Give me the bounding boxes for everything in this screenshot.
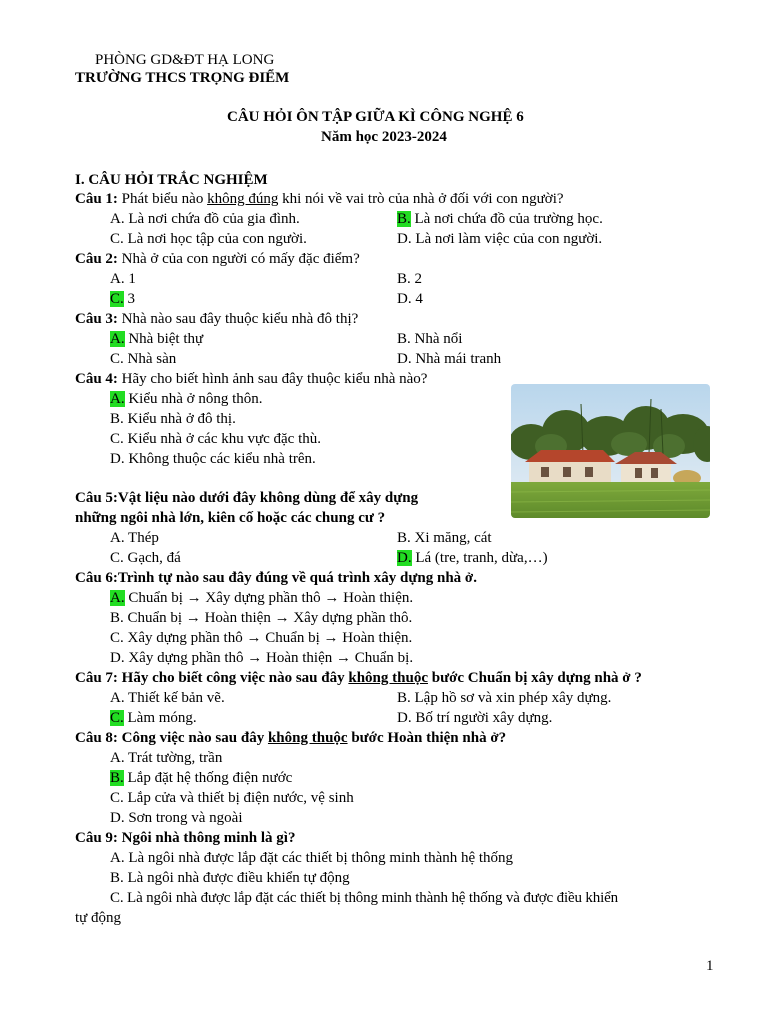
- option-b: B. 2: [397, 271, 423, 287]
- question-text: Nhà nào sau đây thuộc kiểu nhà đô thị?: [117, 311, 359, 327]
- option-c-continued: tự động: [75, 910, 122, 926]
- option-b: B. Kiểu nhà ở đô thị.: [110, 411, 236, 427]
- question-label: Câu 8:: [75, 730, 118, 746]
- option-a-correct: [110, 588, 413, 608]
- question-7: [75, 668, 642, 688]
- option-c: C. Lắp cửa và thiết bị điện nước, vệ sinh: [110, 790, 354, 806]
- option-a: A. Thép: [110, 530, 159, 546]
- option-text: Lắp đặt hệ thống điện nước: [123, 770, 293, 786]
- question-text: Công việc nào sau đây: [117, 730, 268, 746]
- answer-highlight: A.: [110, 391, 125, 407]
- question-1: [75, 189, 564, 209]
- question-label: Câu 6:: [75, 570, 118, 586]
- option-a: A. 1: [110, 271, 136, 287]
- option-b: B. Lập hồ sơ và xin phép xây dựng.: [397, 690, 612, 706]
- answer-highlight: D.: [397, 550, 412, 566]
- option-c-correct: [110, 708, 197, 728]
- question-text: Hãy cho biết hình ảnh sau đây thuộc kiểu nhà nào?: [117, 371, 428, 387]
- option-d: D. Nhà mái tranh: [397, 351, 502, 367]
- question-text: Nhà ở của con người có mấy đặc điểm?: [117, 251, 360, 267]
- rural-house-image: [511, 384, 710, 518]
- question-text: Hãy cho biết công việc nào sau đây: [117, 670, 349, 686]
- option-d: D. Xây dựng phần thô → Hoàn thiện → Chuẩn bị.: [110, 650, 414, 666]
- option-a: A. Trát tường, trần: [110, 750, 223, 766]
- option-text: Chuẩn bị → Xây dựng phần thô → Hoàn thiện.: [124, 590, 414, 606]
- option-text: Lá (tre, tranh, dừa,…): [411, 550, 548, 566]
- question-text: Ngôi nhà thông minh là gì?: [117, 830, 296, 846]
- underlined-text: không thuộc: [348, 670, 428, 686]
- question-text: bước Chuẩn bị xây dựng nhà ở ?: [427, 670, 642, 686]
- option-b-correct: [110, 768, 292, 788]
- question-5-continued: những ngôi nhà lớn, kiên cố hoặc các chung cư ?: [75, 510, 386, 526]
- question-label: Câu 3:: [75, 311, 118, 327]
- option-c-correct: [110, 289, 135, 309]
- option-d: D. Bố trí người xây dựng.: [397, 710, 553, 726]
- rural-house-photo: [511, 384, 710, 518]
- question-5: [75, 488, 418, 508]
- page-number: 1: [706, 958, 714, 974]
- section-heading: I. CÂU HỎI TRẮC NGHIỆM: [75, 172, 268, 188]
- option-c: C. Gạch, đá: [110, 550, 181, 566]
- option-c: C. Nhà sàn: [110, 351, 177, 367]
- department-name: PHÒNG GD&ĐT HẠ LONG: [95, 52, 275, 68]
- question-text: Vật liệu nào dưới đây không dùng để xây dựng: [117, 490, 419, 506]
- option-d: D. 4: [397, 291, 423, 307]
- option-a-correct: [110, 329, 203, 349]
- question-label: Câu 1:: [75, 191, 118, 207]
- option-a: A. Thiết kế bản vẽ.: [110, 690, 225, 706]
- option-d: D. Sơn trong và ngoài: [110, 810, 243, 826]
- question-9: [75, 828, 295, 848]
- document-title: CÂU HỎI ÔN TẬP GIỮA KÌ CÔNG NGHỆ 6: [227, 109, 524, 125]
- question-3: [75, 309, 358, 329]
- option-c: C. Xây dựng phần thô → Chuẩn bị → Hoàn thiện.: [110, 630, 413, 646]
- answer-highlight: C.: [110, 710, 124, 726]
- option-text: Nhà biệt thự: [124, 331, 204, 347]
- answer-highlight: B.: [397, 211, 411, 227]
- question-2: [75, 249, 360, 269]
- option-b: B. Xi măng, cát: [397, 530, 492, 546]
- answer-highlight: A.: [110, 331, 125, 347]
- option-c: C. Kiểu nhà ở các khu vực đặc thù.: [110, 431, 321, 447]
- option-c: C. Là nơi học tập của con người.: [110, 231, 307, 247]
- option-text: 3: [123, 291, 136, 307]
- option-b-correct: [397, 209, 603, 229]
- question-label: Câu 5:: [75, 490, 118, 506]
- question-4: [75, 369, 427, 389]
- option-text: Làm móng.: [123, 710, 197, 726]
- question-label: Câu 2:: [75, 251, 118, 267]
- underlined-text: không thuộc: [267, 730, 348, 746]
- question-text: bước Hoàn thiện nhà ở?: [347, 730, 507, 746]
- question-6: [75, 568, 477, 588]
- option-a: A. Là ngôi nhà được lắp đặt các thiết bị thông minh thành hệ thống: [110, 850, 514, 866]
- option-d-correct: [397, 548, 548, 568]
- underlined-text: không đúng: [207, 191, 279, 207]
- question-label: Câu 9:: [75, 830, 118, 846]
- option-c: C. Là ngôi nhà được lắp đặt các thiết bị thông minh thành hệ thống và được điều khiển: [110, 890, 619, 906]
- option-b: B. Chuẩn bị → Hoàn thiện → Xây dựng phần thô.: [110, 610, 413, 626]
- answer-highlight: C.: [110, 291, 124, 307]
- option-a: A. Là nơi chứa đồ của gia đình.: [110, 211, 300, 227]
- option-a-correct: [110, 389, 263, 409]
- option-b: B. Là ngôi nhà được điều khiển tự động: [110, 870, 350, 886]
- option-d: D. Là nơi làm việc của con người.: [397, 231, 603, 247]
- question-text: khi nói về vai trò của nhà ở đối với con người?: [278, 191, 564, 207]
- question-label: Câu 4:: [75, 371, 118, 387]
- question-text: Trình tự nào sau đây đúng về quá trình xây dựng nhà ở.: [117, 570, 477, 586]
- option-d: D. Không thuộc các kiểu nhà trên.: [110, 451, 316, 467]
- school-year: Năm học 2023-2024: [321, 129, 447, 145]
- answer-highlight: B.: [110, 770, 124, 786]
- option-text: Kiểu nhà ở nông thôn.: [124, 391, 263, 407]
- question-text: Phát biểu nào: [117, 191, 208, 207]
- option-b: B. Nhà nổi: [397, 331, 463, 347]
- question-8: [75, 728, 506, 748]
- question-label: Câu 7:: [75, 670, 118, 686]
- answer-highlight: A.: [110, 590, 125, 606]
- option-text: Là nơi chứa đồ của trường học.: [410, 211, 603, 227]
- school-name: TRƯỜNG THCS TRỌNG ĐIỂM: [75, 70, 290, 86]
